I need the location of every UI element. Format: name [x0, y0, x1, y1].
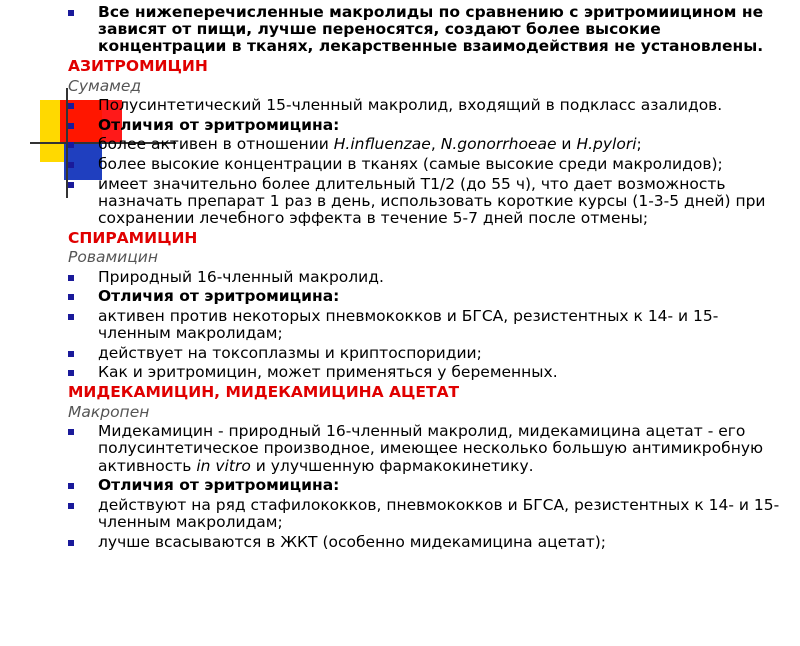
list-item	[68, 136, 783, 153]
list-item	[68, 477, 783, 494]
list-item	[68, 345, 783, 362]
list-item	[68, 364, 783, 381]
bullet-icon	[68, 294, 74, 300]
bullet-icon	[68, 162, 74, 168]
bullet-icon	[68, 10, 74, 16]
bullet-icon	[68, 370, 74, 376]
section-title: МИДЕКАМИЦИН, МИДЕКАМИЦИНА АЦЕТАТ	[68, 382, 460, 401]
point-text: имеет значительно более длительный Т1/2 (до 55 ч), что дает возможность назначать препарат 1 раз в день, использовать короткие курсы (1-3-5 дней) при сохранении лечебного эффекта в течение 5-7 дней после отмены;	[98, 174, 766, 227]
point-text: более высокие концентрации в тканях (самые высокие среди макролидов);	[98, 154, 723, 173]
brand-name: Макропен	[68, 402, 150, 421]
list-item	[68, 308, 783, 342]
brand-name: Ровамицин	[68, 248, 158, 267]
point-text: более активен в отношении H.influenzae, N.gonorrhoeae и H.pylori;	[98, 135, 642, 154]
point-text: Как и эритромицин, может применяться у беременных.	[98, 363, 558, 382]
point-text: действует на токсоплазмы и криптоспоридии;	[98, 343, 482, 362]
slide-content	[68, 4, 783, 551]
bullet-icon	[68, 142, 74, 148]
section-title: АЗИТРОМИЦИН	[68, 57, 208, 75]
list-item	[68, 97, 783, 114]
list-item	[68, 156, 783, 173]
point-text: действуют на ряд стафилококков, пневмококков и БГСА, резистентных к 14- и 15-членным макролидам;	[98, 495, 780, 531]
list-item	[68, 176, 783, 228]
bullet-icon	[68, 182, 74, 188]
intro-item	[68, 4, 783, 56]
list-item	[68, 288, 783, 305]
bullet-icon	[68, 103, 74, 109]
description-text: Природный 16-членный макролид.	[98, 267, 384, 286]
bullet-icon	[68, 503, 74, 509]
list-item	[68, 269, 783, 286]
list-item	[68, 497, 783, 531]
differences-label: Отличия от эритромицина:	[98, 476, 340, 495]
point-text: активен против некоторых пневмококков и БГСА, резистентных к 14- и 15-членным макролидам;	[98, 306, 719, 343]
bullet-icon	[68, 123, 74, 129]
bullet-icon	[68, 351, 74, 357]
list-item	[68, 117, 783, 134]
description-text: Полусинтетический 15-членный макролид, входящий в подкласс азалидов.	[98, 96, 723, 115]
bullet-icon	[68, 314, 74, 320]
list-item	[68, 423, 783, 475]
section-title: СПИРАМИЦИН	[68, 228, 198, 247]
differences-label: Отличия от эритромицина:	[98, 115, 340, 134]
differences-label: Отличия от эритромицина:	[98, 287, 340, 306]
bullet-icon	[68, 429, 74, 435]
bullet-icon	[68, 483, 74, 489]
brand-name: Сумамед	[68, 76, 142, 95]
description-text: Мидекамицин - природный 16-членный макролид, мидекамицина ацетат - его полусинтетическое производное, имеющее несколько большую антимикробную активность in vitro и улучшенную фармакокинетику.	[98, 422, 764, 475]
list-item	[68, 534, 783, 551]
bullet-icon	[68, 540, 74, 546]
intro-text: Все нижеперечисленные макролиды по сравнению с эритромиицином не зависят от пищи, лучше переносятся, создают более высокие концентрации в тканях, лекарственные взаимодействия не установлены.	[98, 3, 764, 56]
point-text: лучше всасываются в ЖКТ (особенно мидекамицина ацетат);	[98, 532, 606, 551]
bullet-icon	[68, 275, 74, 281]
